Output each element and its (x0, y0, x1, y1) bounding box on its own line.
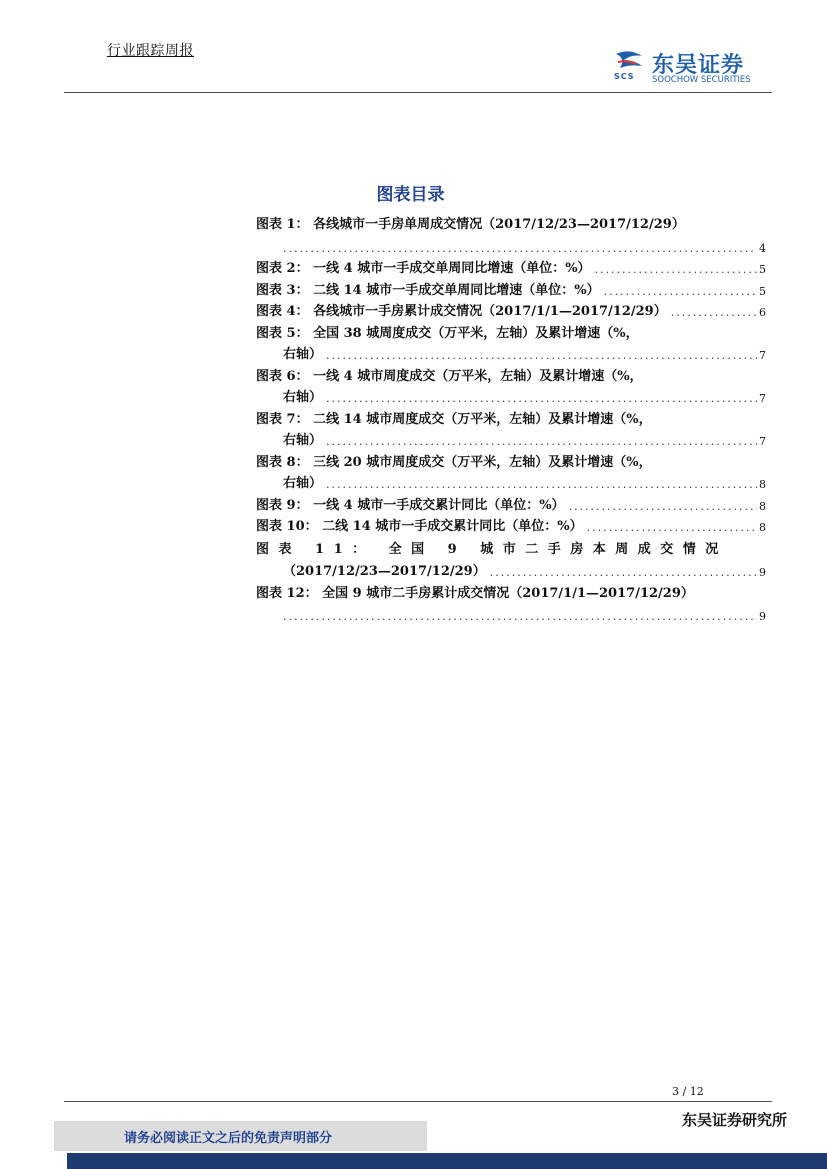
toc-entry-6-continuation[interactable] (283, 387, 766, 405)
toc-page-number: 9 (759, 566, 766, 579)
toc-entry-11-continuation[interactable] (283, 561, 766, 579)
toc-entry-9[interactable] (256, 495, 766, 513)
toc-entry-label: 图表 5： 全国 38 城周度成交（万平米，左轴）及累计增速（%， (256, 326, 639, 341)
toc-entry-8[interactable] (256, 452, 766, 470)
dot-leader (283, 242, 757, 255)
page-number: 3 / 12 (672, 1085, 704, 1098)
toc-entry-2[interactable] (256, 258, 766, 276)
toc-page-number: 5 (759, 285, 766, 298)
dot-leader (326, 392, 757, 405)
toc-entry-3[interactable] (256, 280, 766, 298)
logo-chinese-name: 东吴证券 (652, 53, 745, 78)
toc-entry-label: 图表 8： 三线 20 城市周度成交（万平米，左轴）及累计增速（%， (256, 455, 652, 470)
footer-divider (64, 1101, 772, 1102)
toc-heading: 图表目录 (376, 185, 445, 205)
toc-page-number: 6 (759, 306, 766, 319)
toc-entry-10[interactable] (256, 516, 766, 534)
toc-entry-label: 图表 2： 一线 4 城市一手成交单周同比增速（单位：%） (256, 261, 591, 276)
dot-leader (490, 566, 757, 579)
toc-entry-label: 图表 11： 全国 9 城市二手房本周成交情况 (256, 542, 728, 557)
toc-entry-8-continuation[interactable] (283, 473, 766, 491)
report-type-title: 行业跟踪周报 (107, 43, 194, 59)
dot-leader (326, 478, 757, 491)
dot-leader (326, 435, 757, 448)
toc-entry-continuation: （2017/12/23—2017/12/29） (283, 564, 486, 579)
toc-entry-continuation: 右轴） (283, 433, 323, 448)
toc-entry-label: 图表 4： 各线城市一手房累计成交情况（2017/1/1—2017/12/29） (256, 304, 667, 319)
toc-entry-label: 图表 9： 一线 4 城市一手成交累计同比（单位：%） (256, 498, 565, 513)
toc-page-number: 8 (759, 478, 766, 491)
logo-english-name: SOOCHOW SECURITIES (652, 75, 751, 85)
dot-leader (595, 263, 757, 276)
toc-entry-11[interactable] (256, 539, 766, 557)
toc-page-number: 7 (759, 349, 766, 362)
toc-entry-5[interactable] (256, 323, 766, 341)
logo-abbr: SCS (614, 72, 635, 81)
toc-entry-7[interactable] (256, 409, 766, 427)
dot-leader (326, 349, 757, 362)
toc-entry-7-continuation[interactable] (283, 430, 766, 448)
dot-leader (671, 306, 757, 319)
toc-entry-continuation: 右轴） (283, 390, 323, 405)
toc-entry-continuation: 右轴） (283, 347, 323, 362)
footer-color-bar (67, 1153, 827, 1169)
toc-entry-continuation: 右轴） (283, 476, 323, 491)
toc-entry-label: 图表 3： 二线 14 城市一手成交单周同比增速（单位：%） (256, 283, 600, 298)
toc-entry-label: 图表 12： 全国 9 城市二手房累计成交情况（2017/1/1—2017/12/29） (256, 586, 694, 601)
toc-entry-6[interactable] (256, 366, 766, 384)
company-logo (612, 48, 777, 88)
toc-page-number: 9 (759, 610, 766, 623)
toc-entry-12[interactable] (256, 583, 766, 601)
toc-entry-4[interactable] (256, 301, 766, 319)
footer-institute: 东吴证券研究所 (682, 1111, 788, 1129)
toc-page-number: 5 (759, 263, 766, 276)
toc-entry-1-leader[interactable] (283, 237, 766, 255)
toc-entry-label: 图表 1： 各线城市一手房单周成交情况（2017/12/23—2017/12/29） (256, 217, 685, 232)
toc-entry-label: 图表 7： 二线 14 城市周度成交（万平米，左轴）及累计增速（%， (256, 412, 652, 427)
footer-disclaimer: 请务必阅读正文之后的免责声明部分 (124, 1131, 333, 1146)
toc-page-number: 8 (759, 500, 766, 513)
toc-entry-1[interactable] (256, 214, 766, 232)
dot-leader (283, 610, 757, 623)
toc-entry-5-continuation[interactable] (283, 344, 766, 362)
dot-leader (604, 285, 757, 298)
toc-page-number: 7 (759, 392, 766, 405)
toc-page-number: 8 (759, 521, 766, 534)
toc-entry-12-leader[interactable] (283, 605, 766, 623)
dot-leader (569, 500, 757, 513)
toc-page-number: 4 (759, 242, 766, 255)
toc-page-number: 7 (759, 435, 766, 448)
header-divider (64, 92, 772, 93)
dot-leader (587, 521, 757, 534)
toc-entry-label: 图表 6： 一线 4 城市周度成交（万平米，左轴）及累计增速（%， (256, 369, 643, 384)
toc-entry-label: 图表 10： 二线 14 城市一手成交累计同比（单位：%） (256, 519, 583, 534)
